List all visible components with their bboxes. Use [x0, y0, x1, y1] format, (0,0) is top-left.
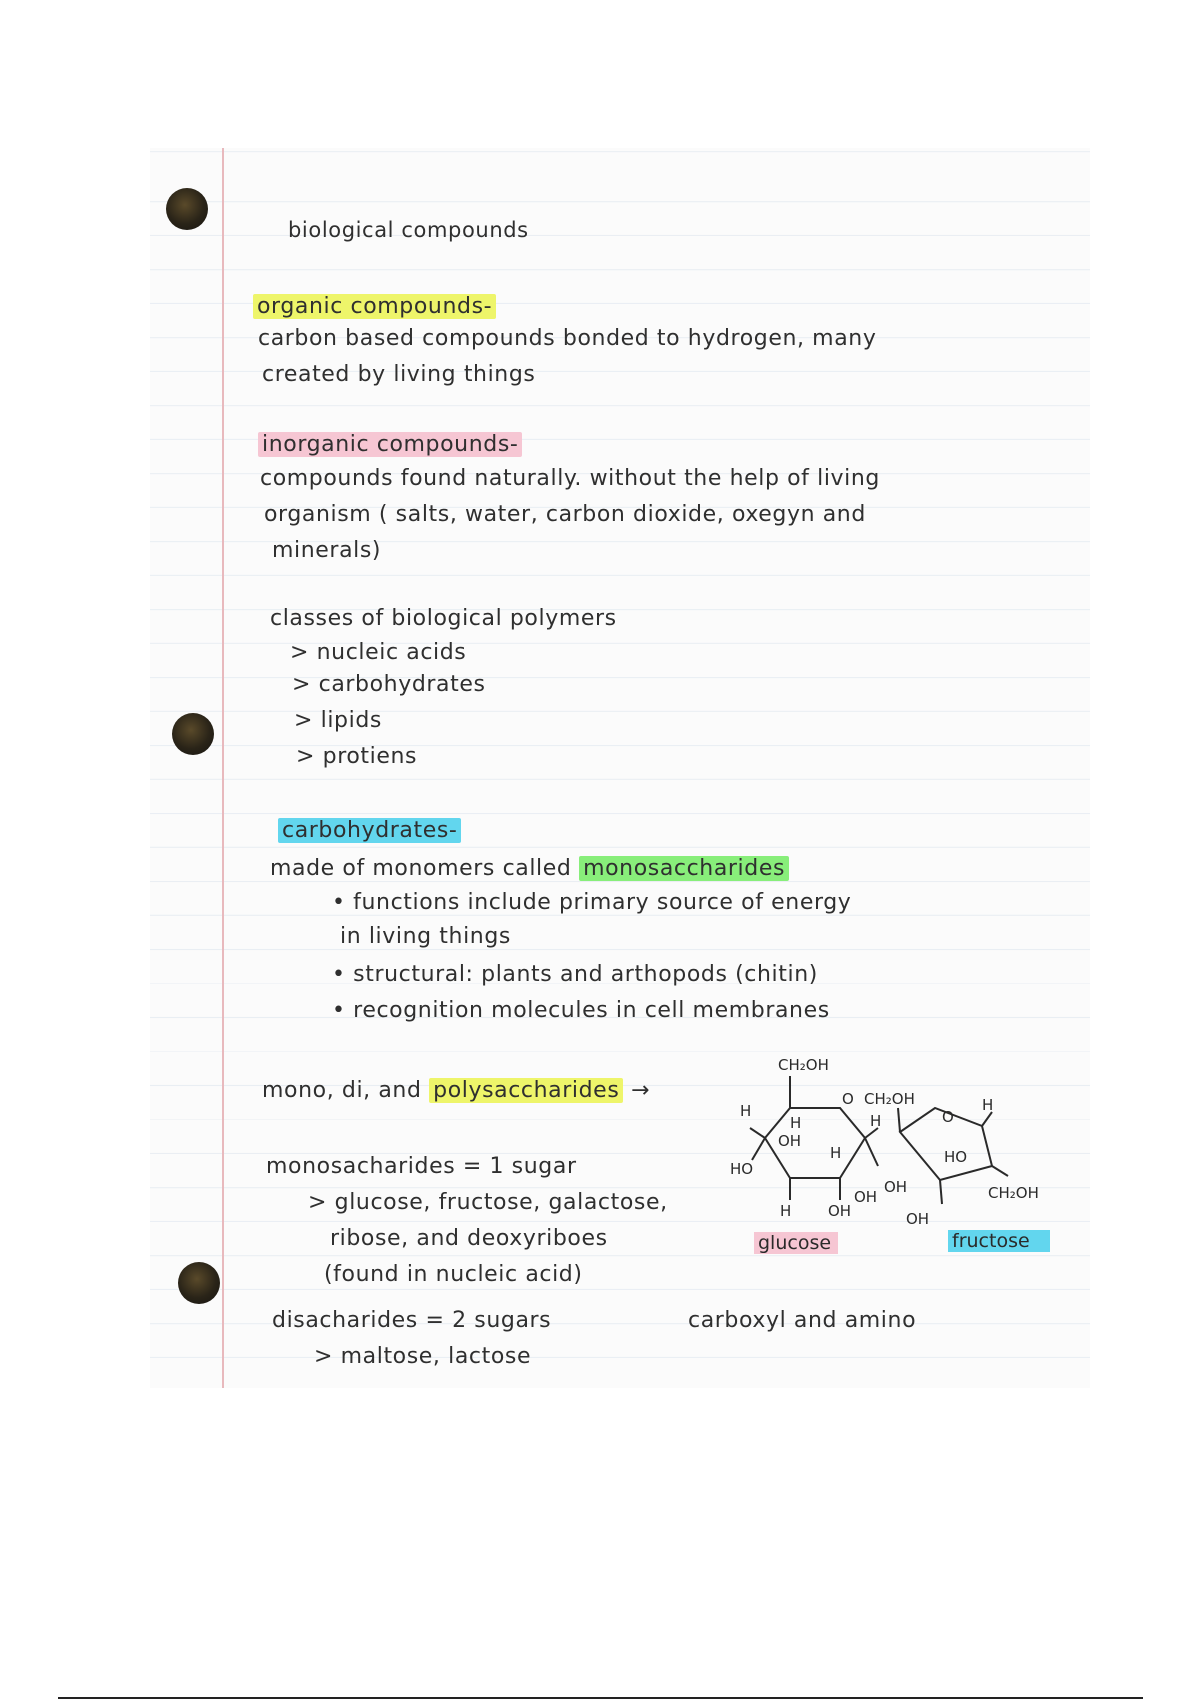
inorganic-line-1: compounds found naturally. without the help of living	[260, 466, 880, 491]
monosaccharides-example-2: ribose, and deoxyriboes	[330, 1226, 608, 1251]
glucose-ring-o-label: O	[842, 1090, 854, 1108]
carbs-intro-line	[270, 856, 789, 881]
fructose-oh-label-2: OH	[906, 1210, 930, 1228]
fructose-ch2oh-label-1: CH₂OH	[864, 1090, 915, 1108]
carbs-bullet-1b: in living things	[340, 924, 511, 949]
carbs-bullet-2: • structural: plants and arthopods (chitin)	[332, 962, 818, 987]
monosaccharides-example-1: > glucose, fructose, galactose,	[308, 1190, 668, 1215]
fructose-label: fructose	[952, 1230, 1030, 1252]
polysaccharides-term: polysaccharides	[429, 1078, 623, 1103]
glucose-h-label-1: H	[740, 1102, 752, 1120]
organic-heading-label: organic compounds-	[253, 294, 496, 319]
monosaccharides-term: monosaccharides	[579, 856, 789, 881]
glucose-h-label-2: H	[790, 1114, 802, 1132]
glucose-label: glucose	[758, 1232, 832, 1254]
organic-heading	[253, 294, 496, 319]
glucose-h-label-3: H	[830, 1144, 842, 1162]
disaccharides-line: disacharides = 2 sugars	[272, 1308, 552, 1333]
carbs-bullet-1a: • functions include primary source of energy	[332, 890, 852, 915]
bottom-rule	[58, 1697, 1143, 1699]
inorganic-heading-label: inorganic compounds-	[258, 432, 522, 457]
polymer-item-lipids: > lipids	[294, 708, 382, 733]
glucose-oh-label-1: OH	[778, 1132, 802, 1150]
carbs-heading	[278, 818, 461, 843]
binder-hole-bottom	[178, 1262, 220, 1304]
glucose-ch2oh-label: CH₂OH	[778, 1056, 829, 1074]
binder-hole-middle	[172, 713, 214, 755]
glucose-oh-label-3: OH	[854, 1188, 878, 1206]
carbs-intro: made of monomers called	[270, 856, 572, 881]
polymer-item-protiens: > protiens	[296, 744, 418, 769]
polymers-heading: classes of biological polymers	[270, 606, 617, 631]
side-note: carboxyl and amino	[688, 1308, 917, 1333]
fructose-ho-label: HO	[944, 1148, 968, 1166]
fructose-oh-label-1: OH	[884, 1178, 908, 1196]
glucose-h-label-4: H	[870, 1112, 882, 1130]
glucose-oh-label-2: OH	[828, 1202, 852, 1220]
fructose-h-label-1: H	[982, 1096, 994, 1114]
arrow-icon: →	[630, 1078, 651, 1103]
inorganic-heading	[258, 432, 522, 457]
saccharides-lead: mono, di, and	[262, 1078, 422, 1103]
binder-hole-top	[166, 188, 208, 230]
inorganic-line-2: organism ( salts, water, carbon dioxide, oxegyn and	[264, 502, 866, 527]
monosaccharides-example-3: (found in nucleic acid)	[324, 1262, 583, 1287]
organic-line-1: carbon based compounds bonded to hydrogen, many	[258, 326, 877, 351]
polymer-item-nucleic-acids: > nucleic acids	[290, 640, 467, 665]
glucose-ho-label: HO	[730, 1160, 754, 1178]
fructose-ring-o-label: O	[942, 1108, 954, 1126]
polymer-item-carbohydrates: > carbohydrates	[292, 672, 486, 697]
organic-line-2: created by living things	[262, 362, 536, 387]
page-title: biological compounds	[288, 218, 529, 242]
glucose-h-label-5: H	[780, 1202, 792, 1220]
monosaccharides-line: monosacharides = 1 sugar	[266, 1154, 577, 1179]
carbs-heading-label: carbohydrates-	[278, 818, 461, 843]
fructose-ch2oh-label-2: CH₂OH	[988, 1184, 1039, 1202]
sugar-structures-diagram	[720, 1048, 1070, 1268]
saccharides-line	[262, 1078, 650, 1103]
disaccharides-example: > maltose, lactose	[314, 1344, 532, 1369]
carbs-bullet-3: • recognition molecules in cell membranes	[332, 998, 830, 1023]
inorganic-line-3: minerals)	[272, 538, 382, 563]
margin-line	[222, 148, 224, 1388]
